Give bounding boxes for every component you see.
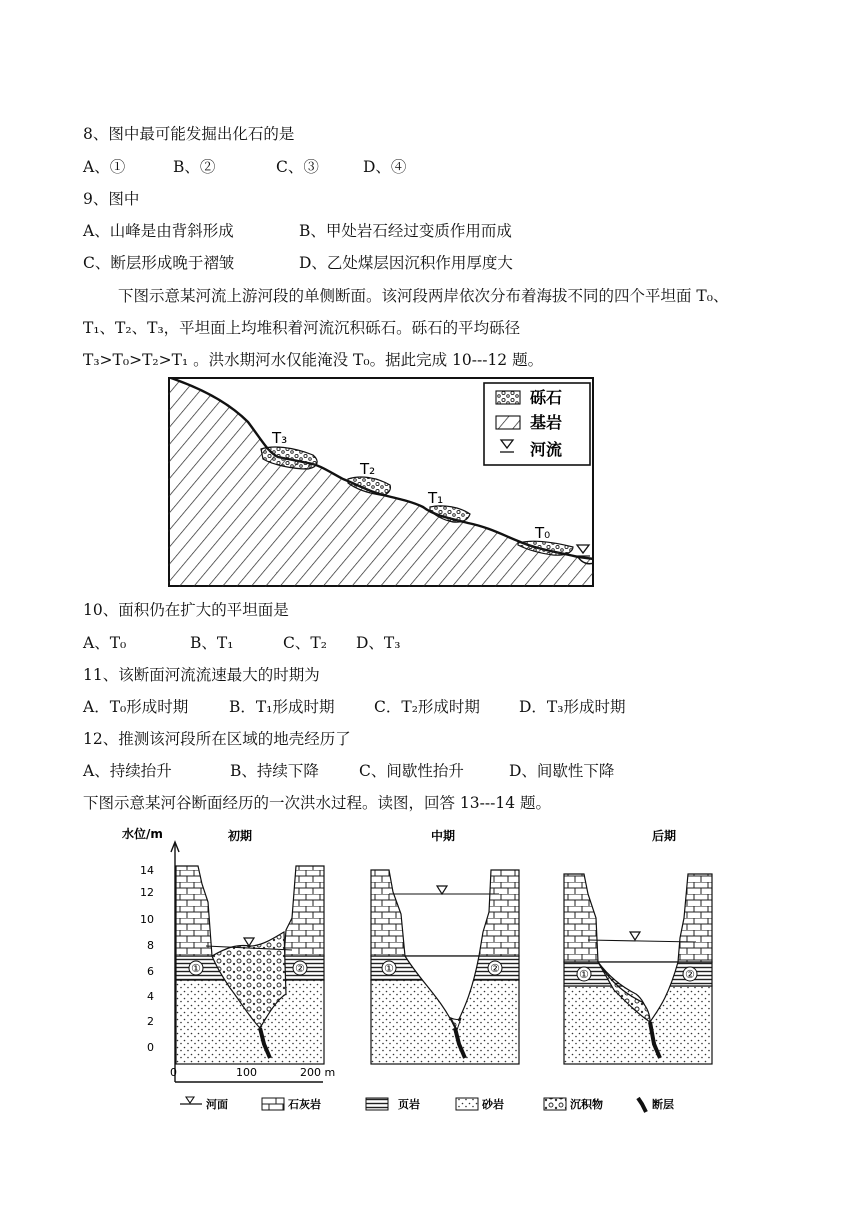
label-t1: T₁ bbox=[428, 489, 444, 507]
y-axis-label: 水位/m bbox=[122, 827, 163, 841]
intro1-line2: T₁、T₂、T₃，平坦面上均堆积着河流沉积砾石。砾石的平均砾径 bbox=[83, 319, 521, 337]
q12-option-a: A、持续抬升 bbox=[83, 762, 172, 780]
svg-text:6: 6 bbox=[147, 965, 154, 978]
q9-option-b: B、甲处岩石经过变质作用而成 bbox=[299, 222, 512, 240]
panel-middle-title: 中期 bbox=[431, 829, 456, 843]
q9-option-d: D、乙处煤层因沉积作用厚度大 bbox=[299, 254, 513, 272]
q9-option-a: A、山峰是由背斜形成 bbox=[83, 222, 234, 240]
q11-option-d: D．T₃形成时期 bbox=[519, 698, 626, 716]
q8-option-c: C、③ bbox=[276, 158, 319, 176]
legend-gravel-swatch bbox=[496, 391, 520, 404]
legend-bedrock-label: 基岩 bbox=[530, 413, 563, 432]
panel-late bbox=[564, 828, 712, 1064]
legend-sediment-label: 沉积物 bbox=[570, 1098, 603, 1111]
svg-text:8: 8 bbox=[147, 939, 154, 952]
svg-text:0: 0 bbox=[147, 1041, 154, 1054]
flood-legend bbox=[180, 1097, 674, 1112]
q11-option-a: A．T₀形成时期 bbox=[83, 698, 189, 716]
svg-text:②: ② bbox=[295, 962, 305, 975]
q8-option-b: B、② bbox=[173, 158, 216, 176]
intro1-line3: T₃>T₀>T₂>T₁ 。洪水期河水仅能淹没 T₀。据此完成 10---12 题。 bbox=[83, 351, 544, 369]
q12-options bbox=[83, 759, 614, 781]
svg-text:0: 0 bbox=[170, 1066, 177, 1079]
q12-stem: 12、推测该河段所在区域的地壳经历了 bbox=[83, 730, 351, 748]
flood-process-figure bbox=[118, 822, 738, 1122]
q11-options bbox=[83, 695, 625, 717]
legend-fault-label: 断层 bbox=[652, 1098, 674, 1111]
legend-water-icon bbox=[186, 1097, 194, 1103]
q12-option-b: B、持续下降 bbox=[230, 762, 319, 780]
svg-text:②: ② bbox=[685, 968, 695, 981]
q10-stem: 10、面积仍在扩大的平坦面是 bbox=[83, 601, 289, 619]
svg-text:12: 12 bbox=[140, 886, 154, 899]
panel-middle bbox=[371, 828, 519, 1064]
q9-options-row2 bbox=[83, 251, 513, 273]
q8-option-a: A、① bbox=[83, 158, 126, 176]
svg-text:10: 10 bbox=[140, 913, 154, 926]
q10-option-c: C、T₂ bbox=[283, 634, 327, 652]
q11-option-c: C．T₂形成时期 bbox=[374, 698, 480, 716]
y-ticks bbox=[140, 864, 154, 1054]
svg-text:①: ① bbox=[579, 968, 589, 981]
label-t0: T₀ bbox=[535, 524, 551, 542]
legend-shale-swatch bbox=[366, 1098, 388, 1110]
svg-text:100: 100 bbox=[236, 1066, 257, 1079]
svg-text:14: 14 bbox=[140, 864, 154, 877]
panel-early-title: 初期 bbox=[228, 829, 253, 843]
legend-sediment-swatch bbox=[544, 1098, 566, 1110]
q11-stem: 11、该断面河流流速最大的时期为 bbox=[83, 666, 320, 684]
legend-gravel-label: 砾石 bbox=[530, 388, 563, 407]
legend-shale-label: 页岩 bbox=[398, 1098, 420, 1111]
q12-option-c: C、间歇性抬升 bbox=[359, 762, 464, 780]
q9-stem: 9、图中 bbox=[83, 190, 140, 208]
q11-option-b: B．T₁形成时期 bbox=[229, 698, 335, 716]
legend-river-label: 河流 bbox=[530, 440, 563, 459]
svg-text:2: 2 bbox=[147, 1015, 154, 1028]
svg-text:②: ② bbox=[490, 962, 500, 975]
intro2: 下图示意某河谷断面经历的一次洪水过程。读图，回答 13---14 题。 bbox=[83, 794, 552, 812]
legend-limestone-swatch bbox=[262, 1098, 284, 1110]
q10-option-b: B、T₁ bbox=[190, 634, 234, 652]
q10-option-a: A、T₀ bbox=[83, 634, 127, 652]
q8-stem: 8、图中最可能发掘出化石的是 bbox=[83, 125, 295, 143]
q12-option-d: D、间歇性下降 bbox=[509, 762, 615, 780]
q10-option-d: D、T₃ bbox=[356, 634, 401, 652]
x-ticks bbox=[170, 1066, 335, 1079]
q9-option-c: C、断层形成晚于褶皱 bbox=[83, 254, 235, 272]
panel-late-title: 后期 bbox=[652, 829, 677, 843]
svg-text:200 m: 200 m bbox=[300, 1066, 336, 1079]
label-t2: T₂ bbox=[360, 460, 376, 478]
terrace-profile-figure bbox=[168, 377, 594, 587]
svg-text:①: ① bbox=[384, 962, 394, 975]
svg-text:4: 4 bbox=[147, 990, 154, 1003]
q10-options bbox=[83, 631, 400, 653]
legend-sandstone-swatch bbox=[456, 1098, 478, 1110]
legend-bedrock-swatch bbox=[496, 416, 520, 429]
legend-limestone-label: 石灰岩 bbox=[288, 1098, 321, 1111]
label-t3: T₃ bbox=[272, 429, 288, 447]
legend-sandstone-label: 砂岩 bbox=[482, 1098, 504, 1111]
q8-options bbox=[83, 155, 406, 177]
panel-early bbox=[176, 828, 324, 1064]
q9-options-row1 bbox=[83, 219, 512, 241]
legend-water-label: 河面 bbox=[206, 1098, 228, 1111]
q8-option-d: D、④ bbox=[363, 158, 407, 176]
intro1-line1: 下图示意某河流上游河段的单侧断面。该河段两岸依次分布着海拔不同的四个平坦面 T₀、 bbox=[118, 287, 729, 305]
legend-fault-icon bbox=[638, 1098, 646, 1112]
svg-text:①: ① bbox=[191, 962, 201, 975]
